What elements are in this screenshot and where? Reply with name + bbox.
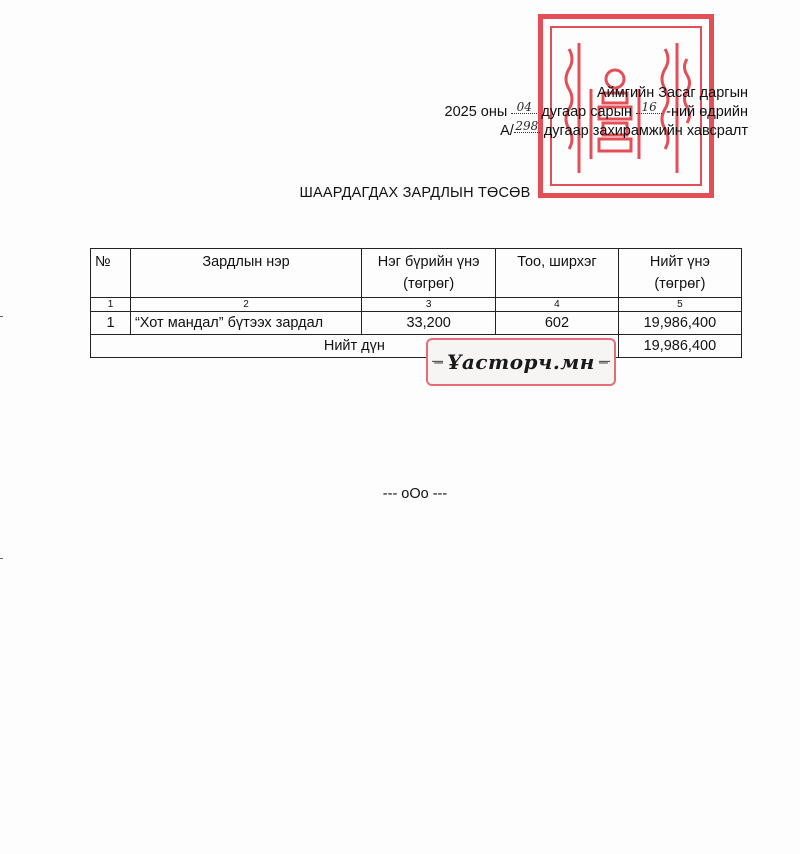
index-cell: 2 — [130, 298, 361, 312]
header-authority-text: Аймгийн Засаг даргын — [596, 85, 748, 101]
header-decree-label: дугаар захирамжийн хавсралт — [543, 123, 748, 139]
watermark-left-ornament-icon — [432, 357, 443, 367]
row-total-cell: 19,986,400 — [618, 312, 741, 335]
budget-table — [90, 248, 742, 358]
column-header-number: № — [91, 249, 131, 298]
index-cell: 3 — [362, 298, 496, 312]
column-header-unit-price — [362, 249, 496, 298]
header-decree-prefix: А/ — [500, 123, 514, 139]
table-header-row — [91, 249, 742, 298]
document-title: ШААРДАГДАХ ЗАРДЛЫН ТӨСӨВ — [299, 185, 531, 201]
quantity-cell: 602 — [496, 312, 619, 335]
header-date-line — [444, 100, 749, 122]
unit-price-header-line1: Нэг бүрийн үнэ — [377, 254, 480, 270]
row-number-cell: 1 — [91, 312, 131, 335]
index-cell: 1 — [91, 298, 131, 312]
watermark-right-ornament-icon — [599, 357, 610, 367]
index-cell: 4 — [496, 298, 619, 312]
table-index-row — [91, 298, 742, 312]
total-header-line2: (төгрөг) — [654, 276, 706, 292]
column-header-total — [618, 249, 741, 298]
site-watermark-badge — [426, 338, 616, 386]
scan-margin-tick — [0, 316, 3, 317]
header-day-label: -ний өдрийн — [666, 104, 748, 120]
decree-header — [445, 84, 749, 141]
document-end-mark: --- оОо --- — [382, 486, 448, 502]
table-row — [91, 312, 742, 335]
watermark-text: Ұасторч.мн — [447, 350, 595, 374]
header-decree-line — [445, 119, 749, 141]
expense-name-cell: “Хот мандал” бүтээх зардал — [130, 312, 361, 335]
summary-label-cell: Нийт дүн — [91, 335, 619, 358]
scan-margin-tick — [0, 558, 3, 559]
index-cell: 5 — [618, 298, 741, 312]
header-authority-line — [445, 84, 749, 103]
handwritten-day: 16 — [636, 101, 662, 114]
column-header-quantity: Тоо, ширхэг — [496, 249, 619, 298]
total-header-line1: Нийт үнэ — [649, 254, 710, 270]
unit-price-cell: 33,200 — [362, 312, 496, 335]
header-month-label: дугаар сарын — [541, 104, 633, 120]
table-summary-row — [91, 335, 742, 358]
column-header-name: Зардлын нэр — [130, 249, 361, 298]
unit-price-header-line2: (төгрөг) — [403, 276, 455, 292]
handwritten-decree-number: 298 — [515, 119, 539, 133]
header-year-text: 2025 оны — [444, 104, 508, 120]
handwritten-month: 04 — [511, 101, 537, 114]
summary-total-cell: 19,986,400 — [618, 335, 741, 358]
